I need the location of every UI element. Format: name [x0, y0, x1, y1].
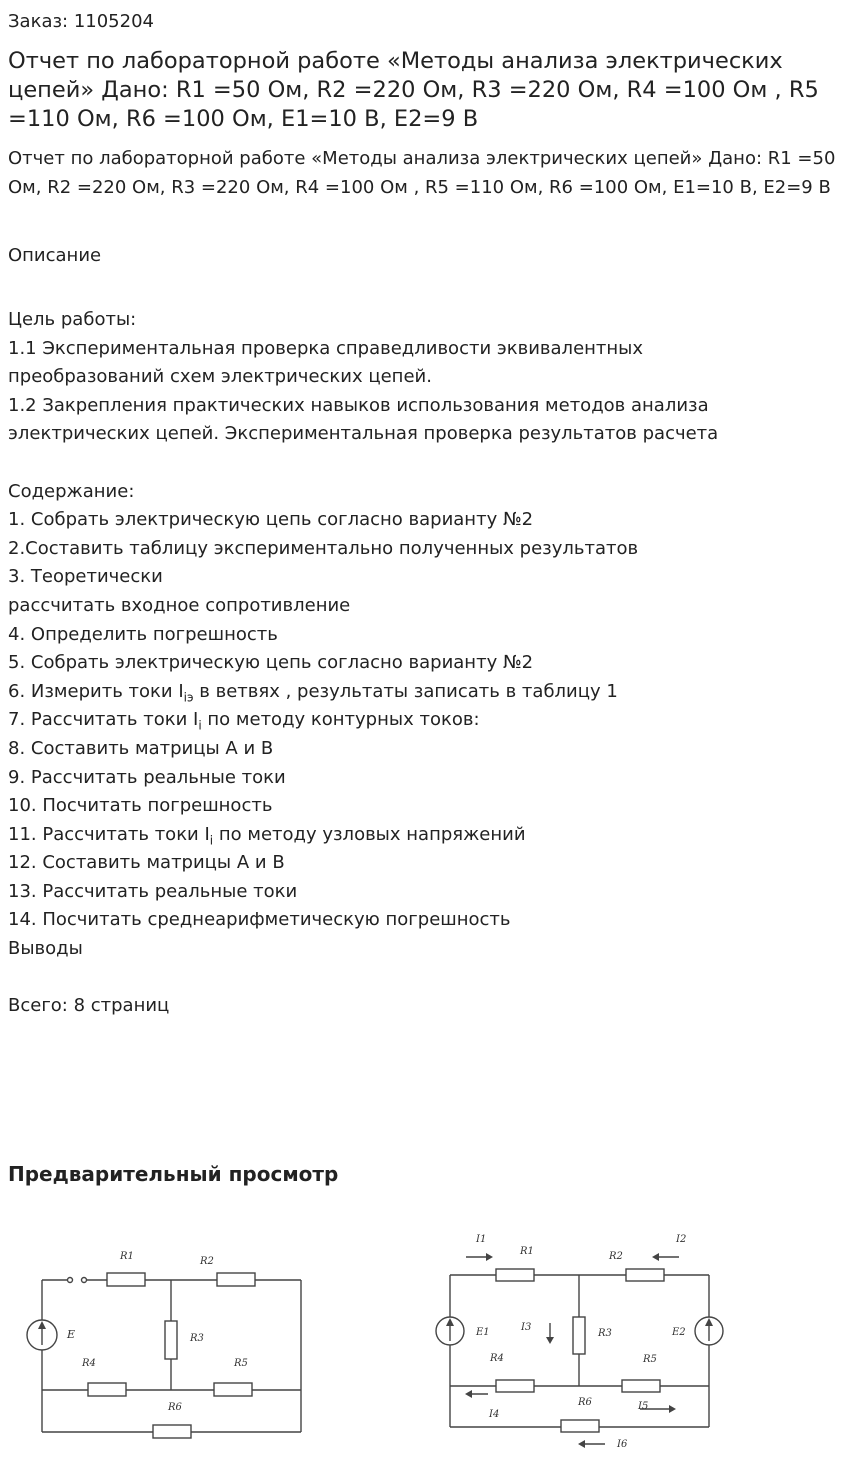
order-number: Заказ: 1105204 — [8, 11, 154, 32]
label-r3: R3 — [190, 1333, 204, 1344]
content-line: 14. Посчитать среднеарифметическую погрешность — [8, 909, 511, 931]
content-line: 1. Собрать электрическую цепь согласно варианту №2 — [8, 509, 534, 531]
label-r1: R1 — [120, 1251, 134, 1262]
content-line: 3. Теоретически — [8, 566, 163, 588]
label-i4: I4 — [489, 1409, 500, 1420]
content-line: 4. Определить погрешность — [8, 623, 278, 645]
content-line: 6. Измерить токи $I_{iэ}$ в ветвях , результаты записать в таблицу 1 — [8, 680, 618, 705]
label-e2: E2 — [672, 1327, 686, 1338]
content-line: 11. Рассчитать токи $I_i$ по методу узловых напряжений — [8, 823, 526, 848]
goal-line: электрических цепей. Экспериментальная проверка результатов расчета — [8, 423, 719, 445]
preview-title: Предварительный просмотр — [8, 1162, 339, 1186]
label-i3: I3 — [521, 1322, 532, 1333]
label-r5: R5 — [234, 1358, 248, 1369]
content-line: 2.Составить таблицу экспериментально полученных результатов — [8, 537, 639, 559]
content-heading: Содержание: — [8, 480, 135, 502]
circuit-diagram-1 — [20, 1240, 320, 1450]
goal-line: 1.1 Экспериментальная проверка справедливости эквивалентных — [8, 337, 644, 359]
label-r4: R4 — [490, 1353, 504, 1364]
label-r5: R5 — [643, 1354, 657, 1365]
label-r4: R4 — [82, 1358, 96, 1369]
content-line: рассчитать входное сопротивление — [8, 594, 351, 616]
content-line: 8. Составить матрицы A и B — [8, 737, 274, 759]
label-i5: I5 — [638, 1401, 649, 1412]
label-e1: E1 — [476, 1327, 490, 1338]
label-r2: R2 — [200, 1256, 214, 1267]
content-line: 7. Рассчитать токи $I_i$ по методу контурных токов: — [8, 709, 480, 733]
content-line: 10. Посчитать погрешность — [8, 795, 273, 817]
goal-line: 1.2 Закрепления практических навыков использования методов анализа — [8, 394, 709, 416]
page-subtitle: Отчет по лабораторной работе «Методы анализа электрических цепей» Дано: R1 =50 Ом, R2 =220 Ом, R3 =220 Ом, R4 =100 Ом , R5 =110 Ом, R6 =100 Ом, E1=10 В, E2=9 В — [8, 148, 836, 198]
description-label: Описание — [8, 245, 102, 266]
description-body — [8, 306, 840, 1021]
content-line: 12. Составить матрицы A и B — [8, 852, 285, 874]
label-i6: I6 — [617, 1439, 628, 1450]
goal-line: преобразований схем электрических цепей. — [8, 366, 432, 388]
label-r6: R6 — [578, 1397, 592, 1408]
label-r3: R3 — [598, 1328, 612, 1339]
label-i1: I1 — [476, 1234, 487, 1245]
total-pages: Всего: 8 страниц — [8, 995, 170, 1017]
label-r2: R2 — [609, 1251, 623, 1262]
content-line: 9. Рассчитать реальные токи — [8, 766, 286, 788]
goal-heading: Цель работы: — [8, 309, 137, 330]
circuit-diagram-2 — [430, 1225, 740, 1460]
content-line: 13. Рассчитать реальные токи — [8, 880, 298, 902]
conclusions-line: Выводы — [8, 938, 83, 960]
label-r1: R1 — [520, 1246, 534, 1257]
page-title: Отчет по лабораторной работе «Методы анализа электрических цепей» Дано: R1 =50 Ом, R2 =220 Ом, R3 =220 Ом, R4 =100 Ом , R5 =110 Ом, R6 =100 Ом, E1=10 В, E2=9 В — [8, 48, 819, 132]
label-e: E — [67, 1328, 76, 1341]
label-r6: R6 — [168, 1402, 182, 1413]
label-i2: I2 — [676, 1234, 687, 1245]
content-line: 5. Собрать электрическую цепь согласно варианту №2 — [8, 652, 534, 674]
